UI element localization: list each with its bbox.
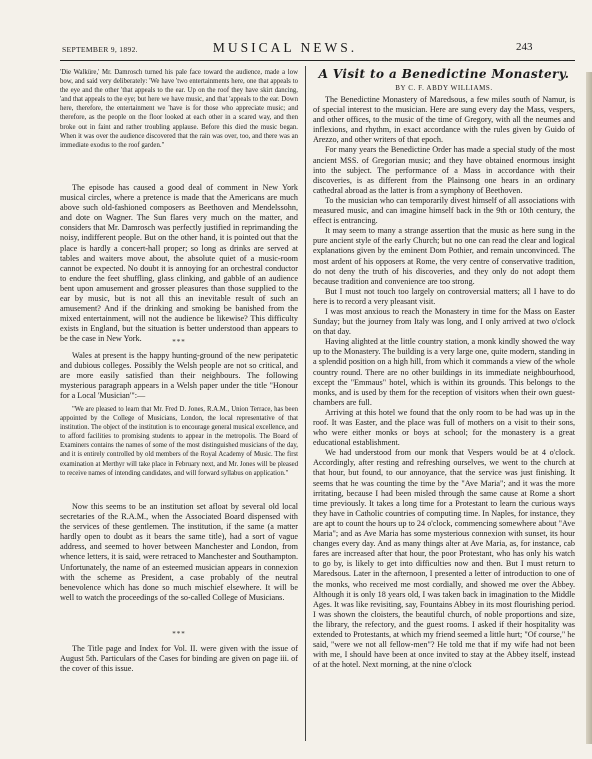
quote-paragraph: 'Die Walküre,' Mr. Damrosch turned his pale face toward the audience, made a low bow, and said very deliberately: 'We have 'two entertainments here, one that appeals to the eye and the other 'that appeals to the ear. Up on the roof they have skirt dancing, 'and that appeals to the eye; but here we have music, and that 'appeals to the ear. Down here, therefore, the entertainment we 'have is for those who appreciate music; and therefore, as the people on the floor looked at each other in a scared way, and then broke out in faint and rather troubling applause. Before this died the music began. When it was over the audience discovered that the rain was over, too, and there was an immediate exodus to the roof garden." <box>60 69 298 149</box>
issue-date: SEPTEMBER 9, 1892. <box>62 45 138 54</box>
article-paragraph: I was most anxious to reach the Monastery in time for the Mass on Easter Sunday; but the journey from Italy was long, and I only arrived at two o'clock on that day. <box>313 306 575 337</box>
page-edge-shadow <box>586 72 592 744</box>
article-paragraph: The Benedictine Monastery of Maredsous, a few miles south of Namur, is of special interest to the musician. Here are sung every day the Mass, vespers, and other offices, to the music of the time of Gregory, with all the neumes and inflexions, and rhythm, in exact accordance with the rules given by Guido of Arezzo, and other writers of that epoch. <box>313 95 575 145</box>
left-column-wales <box>60 351 298 401</box>
section-separator-2: *** <box>172 630 186 638</box>
left-column-college <box>60 502 298 603</box>
article-paragraph: For many years the Benedictine Order has made a special study of the most ancient MSS. of Gregorian music; and they have obtained enormous insight into the subject. The performance of a Mass in accordance with their discoveries, is as different from the Plainsong one hears in an ordinary cathedral abroad as the latter is from a symphony of Beethoven. <box>313 145 575 195</box>
paragraph-college: Now this seems to be an institution set afloat by several old local secretaries of the R.A.M., when the Associated Board dispensed with the services of these gentlemen. The institution, if the same (a matter hardly open to doubt as it bears the same title), had a sort of vague address, and seemed to hover between Manchester and London, from whence letters, it is said, were retraced to Manchester and Southampton. Unfortunately, the name of an esteemed musician appears in connexion with the scheme as President, a case probably of the neutral benevolence which has done so much mischief elsewhere. It will be well to watch the proceedings of the so-called College of Musicians. <box>60 502 298 602</box>
article-paragraph: Arriving at this hotel we found that the only room to be had was up in the roof. It was Easter, and the place was full of mothers on a visit to their sons, who were either monks or boys at school; for the monastery is a great educational establishment. <box>313 407 575 448</box>
page-number: 243 <box>516 41 533 53</box>
article-title: A Visit to a Benedictine Monastery. <box>318 67 570 81</box>
article-paragraph: To the musician who can temporarily divest himself of all associations with measured music, and can imagine himself back in the 9th or 10th century, the effect is entrancing. <box>313 195 575 226</box>
article-paragraph: But I must not touch too largely on controversial matters; all I have to do here is to record a very pleasant visit. <box>313 286 575 306</box>
left-column-quote2 <box>60 405 298 478</box>
section-separator: *** <box>172 338 186 346</box>
journal-title: MUSICAL NEWS. <box>212 40 358 55</box>
paragraph-wales: Wales at present is the happy hunting-ground of the new peripatetic and dubious colleges. Possibly the Welsh people are not so critical, and are more easily satisfied than their neighbours. The following mysterious paragraph appears in a Welsh paper under the title "Honour for a Local 'Musician'":— <box>60 351 298 401</box>
notice-title-page-index: The Title page and Index for Vol. II. were given with the issue of August 5th. Particulars of the Cases for binding are given on page iii. of the cover of this issue. <box>60 644 298 674</box>
article-paragraph: Having alighted at the little country station, a monk kindly showed the way up to the Monastery. The building is a very large one, quite modern, standing in a splendid position on a high hill, from which it commands a view of the whole country round. There are no other buildings in its immediate neighbourhood, except the "Emmaus" hotel, which is within its grounds. This belongs to the monks, and is used by them for the reception of visitors when their own guest-chambers are full. <box>313 337 575 407</box>
quote-college-of-musicians: "We are pleased to learn that Mr. Fred D. Jones, R.A.M., Union Terrace, has been appointed by the College of Musicians, London, the local representative of that institution. The object of the institution is to encourage general musical excellence, and to afford facilities to promising students to appear in the metropolis. The Board of Examiners contains the names of some of the most distinguished musicians of the day, and it is entirely controlled by old members of the Royal Academy of Music. The first examination at Merthyr will take place in February next, and Mr. Jones will be pleased to receive names of intending candidates, and will forward syllabus on application." <box>60 406 298 477</box>
left-column-comment <box>60 183 298 345</box>
left-column-notice <box>60 644 298 674</box>
column-divider <box>305 66 306 741</box>
header-rule <box>60 60 575 61</box>
left-column-quote <box>60 68 298 150</box>
article-paragraph: We had understood from our monk that Vespers would be at 4 o'clock. Accordingly, after resting and refreshing ourselves, we went to the church at that hour, but found, to our annoyance, that the service was just finishing. It seems that he was counting the time by the "Ave Maria"; and it was the more irritating, because I had been misled through the same cause at Rome a short time previously. It takes a long time for a Protestant to learn the curious ways they have in Catholic countries of computing time. In Naples, for instance, they are apt to count the hours up to 24 o'clock, commencing somewhere about "Ave Maria"; and as Ave Maria has some mysterious connexion with sunset, its hour changes every day. And as many things alter at Ave Maria, as, for instance, cab fares are increased after that hour, the poor Protestant, who has only his watch to go by, is likely to get into difficulties now and then. But I must return to Maredsous. Later in the afternoon, I presented a letter of introduction to one of the monks, who received me most cordially, and showed me over the Abbey. Although it is only 18 years old, I was taken back in imagination to the Middle Ages. It was like revisiting, say, Fountains Abbey in its most flourishing period. I was shown the cloisters, the beautiful church, of noble proportions and size, the library, the refectory, and the guest rooms. I asked if their hospitality was extended to Protestants, at which my friend seemed a little hurt; "Of course," he said, "were we not all fellow-men"? He told me that if my wife had not been with me, I should have been at once invited to stay at the Abbey itself, instead of at the hotel. Next morning, at the nine o'clock <box>313 448 575 670</box>
article-paragraph: It may seem to many a strange assertion that the music as here sung in the pure ancient style of the early Church; but no one can read the clear and logical explanations given by the eminent Dom Pothier, and remain unconvinced. The most ardent of his opposers at Rome, the very centre of conservative tradition, do not deny the truth of his discoveries, and they only do not adopt them because tradition and convenience are too strong. <box>313 226 575 286</box>
article-byline: BY C. F. ABDY WILLIAMS. <box>395 84 493 92</box>
right-column <box>313 67 575 670</box>
paragraph-new-york-episode: The episode has caused a good deal of comment in New York musical circles, where a pretence is made that the Americans are much above such old-fashioned composers as Beethoven and Mendelssohn, and dote on Wagner. The Sun flares very much on the matter, and considers that Mr. Damrosch was perfectly justified in reprimanding the noisy, indifferent people. But on the other hand, it is pointed out that the place is hardly a concert-hall proper; so long as drinks are served at tables and waiters move about, the absolute quiet of a music-room cannot be expected. No doubt it is annoying for an orchestral conductor to endure the feet shuffling, glass clinking, and gabble of an audience bent upon amusement and grosser pleasures than those supplied to the ear by music, but is not all this an inevitable result of such an amusement? And if the drinking and smoking be banished from the mixed entertainment, will not the audience be likewise? This difficulty exists in England, but the situation is better understood than appears to be the case in New York. <box>60 183 298 344</box>
